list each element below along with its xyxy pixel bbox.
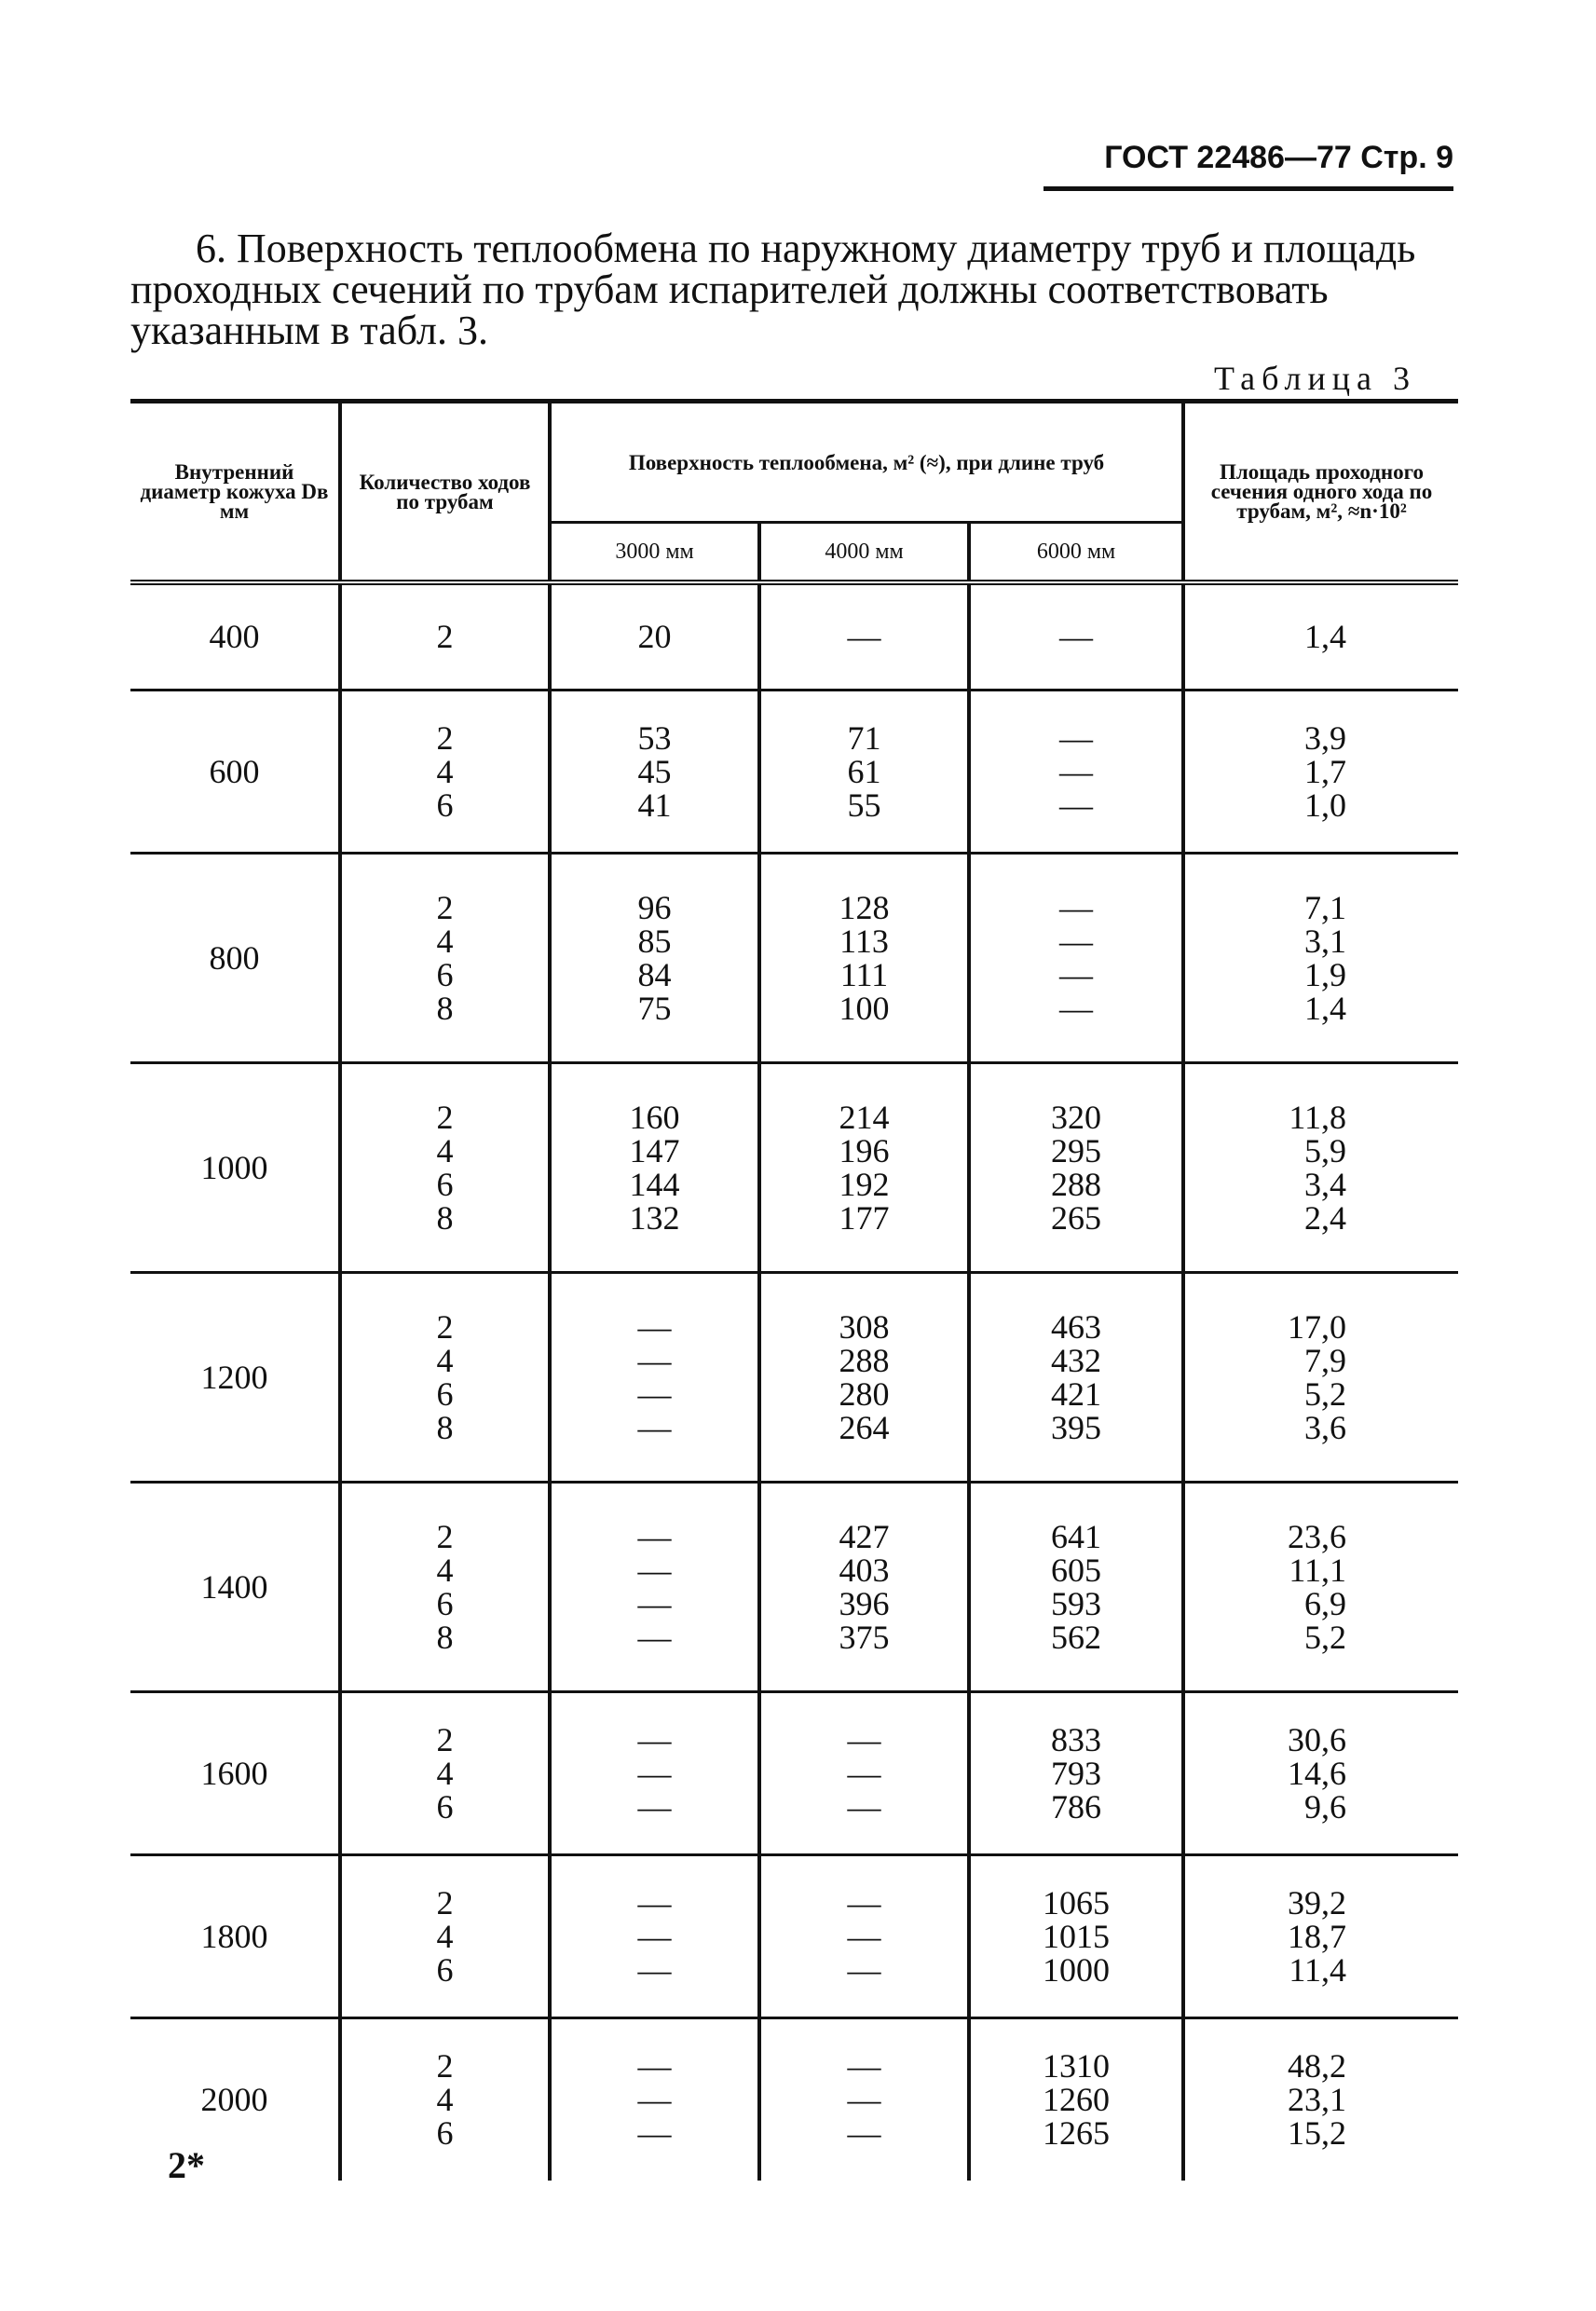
cell-flow-area-value: 2,4: [1304, 1198, 1346, 1237]
cell-diameter: 1600: [130, 1691, 340, 1854]
cell-diameter: 2000: [130, 2017, 340, 2181]
header-inner-diameter: Внутренний диаметр кожуха Dв мм: [130, 402, 340, 583]
cell-surface-4000: [759, 1272, 969, 1482]
cell-surface-6000-value: 265: [1051, 1198, 1101, 1237]
cell-flow-area-value: 48,2: [1288, 2047, 1346, 2085]
table-row: [130, 1854, 1458, 2017]
cell-passes-value: 4: [436, 1917, 454, 1955]
cell-flow-area-value: 1,9: [1304, 955, 1346, 993]
cell-passes: [340, 1854, 550, 2017]
cell-surface-6000-value: 641: [1051, 1517, 1101, 1555]
cell-surface-4000-value: —: [847, 618, 881, 656]
cell-passes-value: 6: [436, 955, 454, 993]
cell-surface-3000: [550, 1691, 759, 1854]
cell-flow-area: [1183, 582, 1458, 690]
cell-surface-3000-value: —: [637, 1341, 672, 1379]
cell-flow-area: [1183, 2017, 1458, 2181]
cell-passes-value: 2: [436, 2047, 454, 2085]
cell-surface-6000-value: —: [1059, 786, 1093, 824]
cell-surface-6000: [969, 1691, 1183, 1854]
cell-passes-value: 6: [436, 1584, 454, 1622]
table-body: [130, 582, 1458, 2181]
cell-surface-3000: [550, 2017, 759, 2181]
cell-surface-6000: [969, 582, 1183, 690]
header-6000: 6000 мм: [969, 523, 1183, 583]
cell-flow-area: [1183, 853, 1458, 1062]
cell-surface-6000-value: 421: [1051, 1374, 1101, 1413]
cell-flow-area-value: 23,1: [1288, 2081, 1346, 2119]
cell-passes: [340, 582, 550, 690]
cell-surface-6000: [969, 690, 1183, 853]
cell-surface-3000-value: —: [637, 1754, 672, 1792]
header-3000: 3000 мм: [550, 523, 759, 583]
cell-passes: [340, 1691, 550, 1854]
cell-flow-area-value: 6,9: [1304, 1584, 1346, 1622]
cell-surface-4000: [759, 1062, 969, 1272]
cell-surface-4000-value: 280: [839, 1374, 890, 1413]
cell-passes-value: 2: [436, 1517, 454, 1555]
cell-surface-3000-value: —: [637, 1883, 672, 1921]
cell-surface-3000-value: 45: [637, 752, 672, 790]
cell-surface-6000-value: 1310: [1043, 2047, 1110, 2085]
cell-flow-area-value: 3,6: [1304, 1408, 1346, 1446]
cell-flow-area-value: 39,2: [1288, 1883, 1346, 1921]
cell-flow-area-value: 15,2: [1288, 2114, 1346, 2153]
cell-surface-6000-value: 320: [1051, 1098, 1101, 1136]
cell-flow-area-value: 1,4: [1304, 618, 1346, 656]
cell-surface-4000-value: 308: [839, 1307, 890, 1346]
cell-surface-4000-value: 55: [847, 786, 881, 824]
cell-surface-3000-value: 160: [629, 1098, 680, 1136]
cell-surface-4000: [759, 853, 969, 1062]
cell-surface-4000-value: 396: [839, 1584, 890, 1622]
cell-surface-3000-value: —: [637, 1950, 672, 1989]
cell-surface-3000: [550, 1854, 759, 2017]
cell-passes-value: 8: [436, 1408, 454, 1446]
cell-surface-3000-value: 20: [637, 618, 672, 656]
cell-passes-value: 2: [436, 888, 454, 926]
cell-surface-3000: [550, 1272, 759, 1482]
cell-surface-4000-value: 214: [839, 1098, 890, 1136]
header-flow-area: Площадь проходного сечения одного хода по трубам, м², ≈n·10²: [1183, 402, 1458, 583]
cell-passes-value: 8: [436, 989, 454, 1027]
cell-surface-6000-value: 593: [1051, 1584, 1101, 1622]
cell-passes-value: 4: [436, 1551, 454, 1589]
cell-surface-3000-value: —: [637, 1408, 672, 1446]
cell-surface-6000-value: 605: [1051, 1551, 1101, 1589]
cell-flow-area-value: 9,6: [1304, 1787, 1346, 1826]
cell-surface-6000: [969, 1854, 1183, 2017]
cell-passes-value: 4: [436, 1754, 454, 1792]
cell-flow-area-value: 17,0: [1288, 1307, 1346, 1346]
cell-surface-3000-value: —: [637, 1917, 672, 1955]
header-passes: Количество ходов по трубам: [340, 402, 550, 583]
cell-passes-value: 2: [436, 1883, 454, 1921]
paragraph-text: 6. Поверхность теплообмена по наружному диаметру труб и площадь проходных сечений по трубам испарителей должны соответствовать указанным в табл. 3.: [130, 226, 1416, 353]
cell-passes-value: 2: [436, 718, 454, 757]
header-rule: [1044, 186, 1453, 191]
cell-flow-area-value: 23,6: [1288, 1517, 1346, 1555]
cell-flow-area: [1183, 1062, 1458, 1272]
cell-surface-6000-value: 1265: [1043, 2114, 1110, 2153]
cell-surface-3000-value: 147: [629, 1131, 680, 1169]
header-surface-group: Поверхность теплообмена, м² (≈), при длине труб: [550, 402, 1183, 523]
cell-surface-4000-value: 288: [839, 1341, 890, 1379]
cell-surface-4000-value: 113: [839, 922, 889, 960]
cell-surface-3000-value: —: [637, 2047, 672, 2085]
cell-diameter: 1000: [130, 1062, 340, 1272]
cell-surface-6000: [969, 2017, 1183, 2181]
table-row: [130, 690, 1458, 853]
cell-surface-3000-value: —: [637, 1551, 672, 1589]
cell-surface-3000-value: 53: [637, 718, 672, 757]
cell-surface-4000-value: 192: [839, 1165, 890, 1203]
cell-passes-value: 2: [436, 1098, 454, 1136]
cell-surface-4000-value: —: [847, 1950, 881, 1989]
cell-surface-6000-value: 793: [1051, 1754, 1101, 1792]
table-3: [130, 399, 1458, 2181]
cell-flow-area-value: 7,1: [1304, 888, 1346, 926]
cell-surface-6000-value: 1260: [1043, 2081, 1110, 2119]
cell-surface-3000-value: —: [637, 1307, 672, 1346]
cell-surface-4000: [759, 690, 969, 853]
cell-surface-3000-value: —: [637, 2114, 672, 2153]
cell-surface-6000-value: —: [1059, 618, 1093, 656]
cell-surface-4000-value: 375: [839, 1618, 890, 1656]
cell-surface-6000-value: 1000: [1043, 1950, 1110, 1989]
cell-surface-3000-value: —: [637, 1618, 672, 1656]
cell-surface-6000-value: 1065: [1043, 1883, 1110, 1921]
cell-passes-value: 8: [436, 1198, 454, 1237]
cell-surface-6000-value: —: [1059, 922, 1093, 960]
cell-surface-6000-value: —: [1059, 989, 1093, 1027]
cell-passes-value: 4: [436, 752, 454, 790]
cell-flow-area-value: 1,4: [1304, 989, 1346, 1027]
cell-surface-6000-value: 786: [1051, 1787, 1101, 1826]
header-4000: 4000 мм: [759, 523, 969, 583]
cell-passes-value: 6: [436, 1950, 454, 1989]
cell-surface-4000: [759, 1854, 969, 2017]
cell-surface-4000-value: —: [847, 2081, 881, 2119]
cell-flow-area-value: 5,9: [1304, 1131, 1346, 1169]
cell-surface-6000-value: 432: [1051, 1341, 1101, 1379]
cell-surface-4000-value: —: [847, 1754, 881, 1792]
cell-flow-area-value: 11,4: [1289, 1950, 1346, 1989]
cell-surface-6000-value: —: [1059, 718, 1093, 757]
cell-flow-area-value: 1,7: [1304, 752, 1346, 790]
cell-surface-3000-value: 96: [637, 888, 672, 926]
cell-surface-3000-value: —: [637, 1720, 672, 1758]
cell-surface-6000-value: 463: [1051, 1307, 1101, 1346]
cell-flow-area: [1183, 690, 1458, 853]
cell-passes-value: 6: [436, 786, 454, 824]
cell-surface-4000-value: 403: [839, 1551, 890, 1589]
cell-passes: [340, 1062, 550, 1272]
cell-surface-3000: [550, 853, 759, 1062]
table-row: [130, 1272, 1458, 1482]
cell-surface-6000: [969, 1062, 1183, 1272]
cell-passes-value: 4: [436, 1341, 454, 1379]
paragraph-6: [130, 228, 1453, 351]
cell-passes-value: 2: [436, 1720, 454, 1758]
cell-flow-area-value: 5,2: [1304, 1374, 1346, 1413]
cell-surface-4000-value: 427: [839, 1517, 890, 1555]
cell-surface-3000-value: 132: [629, 1198, 680, 1237]
cell-surface-4000-value: —: [847, 2114, 881, 2153]
cell-surface-4000-value: 111: [839, 955, 889, 993]
cell-surface-4000-value: 100: [839, 989, 890, 1027]
cell-flow-area-value: 14,6: [1288, 1754, 1346, 1792]
cell-diameter: 1200: [130, 1272, 340, 1482]
table-caption: Таблица 3: [1214, 360, 1416, 397]
cell-surface-3000-value: —: [637, 1787, 672, 1826]
cell-flow-area-value: 30,6: [1288, 1720, 1346, 1758]
cell-surface-6000-value: —: [1059, 888, 1093, 926]
cell-flow-area-value: 5,2: [1304, 1618, 1346, 1656]
cell-surface-6000: [969, 1272, 1183, 1482]
cell-surface-4000-value: 128: [839, 888, 890, 926]
cell-flow-area: [1183, 1272, 1458, 1482]
cell-surface-6000-value: 288: [1051, 1165, 1101, 1203]
cell-passes-value: 4: [436, 922, 454, 960]
cell-surface-3000-value: 75: [637, 989, 672, 1027]
cell-flow-area-value: 11,1: [1289, 1551, 1346, 1589]
cell-surface-4000: [759, 1691, 969, 1854]
cell-flow-area-value: 18,7: [1288, 1917, 1346, 1955]
cell-surface-6000-value: 395: [1051, 1408, 1101, 1446]
cell-diameter: 600: [130, 690, 340, 853]
cell-passes: [340, 1272, 550, 1482]
cell-surface-3000-value: 85: [637, 922, 672, 960]
cell-passes: [340, 853, 550, 1062]
cell-surface-4000: [759, 2017, 969, 2181]
cell-passes-value: 2: [436, 618, 454, 656]
cell-surface-3000: [550, 582, 759, 690]
cell-flow-area-value: 3,4: [1304, 1165, 1346, 1203]
cell-surface-6000: [969, 853, 1183, 1062]
cell-surface-3000-value: —: [637, 1584, 672, 1622]
cell-passes-value: 6: [436, 1165, 454, 1203]
cell-surface-4000-value: 196: [839, 1131, 890, 1169]
cell-passes: [340, 1482, 550, 1691]
cell-diameter: 1400: [130, 1482, 340, 1691]
cell-passes-value: 8: [436, 1618, 454, 1656]
cell-flow-area-value: 1,0: [1304, 786, 1346, 824]
cell-passes-value: 6: [436, 1787, 454, 1826]
cell-surface-3000-value: 144: [629, 1165, 680, 1203]
cell-surface-4000-value: —: [847, 1883, 881, 1921]
cell-surface-4000-value: —: [847, 1917, 881, 1955]
cell-passes-value: 4: [436, 1131, 454, 1169]
cell-flow-area: [1183, 1854, 1458, 2017]
cell-surface-3000-value: —: [637, 1374, 672, 1413]
cell-surface-4000: [759, 1482, 969, 1691]
cell-surface-4000-value: 177: [839, 1198, 890, 1237]
cell-passes-value: 6: [436, 1374, 454, 1413]
cell-surface-3000-value: 84: [637, 955, 672, 993]
cell-surface-3000-value: —: [637, 1517, 672, 1555]
table-row: [130, 1482, 1458, 1691]
cell-surface-3000-value: 41: [637, 786, 672, 824]
cell-surface-6000-value: —: [1059, 955, 1093, 993]
cell-passes: [340, 690, 550, 853]
cell-flow-area-value: 7,9: [1304, 1341, 1346, 1379]
cell-passes-value: 6: [436, 2114, 454, 2153]
cell-surface-6000-value: 562: [1051, 1618, 1101, 1656]
cell-surface-4000-value: —: [847, 2047, 881, 2085]
cell-surface-4000: [759, 582, 969, 690]
table-row: [130, 2017, 1458, 2181]
table-row: [130, 1691, 1458, 1854]
cell-surface-6000: [969, 1482, 1183, 1691]
page-header: ГОСТ 22486—77 Стр. 9: [1104, 140, 1453, 175]
cell-passes-value: 2: [436, 1307, 454, 1346]
cell-surface-6000-value: 1015: [1043, 1917, 1110, 1955]
cell-diameter: 800: [130, 853, 340, 1062]
cell-surface-3000-value: —: [637, 2081, 672, 2119]
cell-surface-3000: [550, 1482, 759, 1691]
cell-surface-3000: [550, 1062, 759, 1272]
cell-surface-4000-value: —: [847, 1787, 881, 1826]
cell-flow-area-value: 3,1: [1304, 922, 1346, 960]
table-row: [130, 1062, 1458, 1272]
cell-surface-6000-value: —: [1059, 752, 1093, 790]
cell-flow-area-value: 3,9: [1304, 718, 1346, 757]
cell-flow-area: [1183, 1482, 1458, 1691]
cell-diameter: 400: [130, 582, 340, 690]
cell-surface-4000-value: —: [847, 1720, 881, 1758]
table-row: [130, 853, 1458, 1062]
cell-passes-value: 4: [436, 2081, 454, 2119]
cell-surface-4000-value: 71: [847, 718, 881, 757]
cell-flow-area-value: 11,8: [1289, 1098, 1346, 1136]
footer-mark: 2*: [168, 2144, 205, 2186]
cell-surface-4000-value: 264: [839, 1408, 890, 1446]
cell-surface-6000-value: 833: [1051, 1720, 1101, 1758]
cell-surface-3000: [550, 690, 759, 853]
cell-passes: [340, 2017, 550, 2181]
table-row: [130, 582, 1458, 690]
cell-surface-6000-value: 295: [1051, 1131, 1101, 1169]
cell-surface-4000-value: 61: [847, 752, 881, 790]
cell-diameter: 1800: [130, 1854, 340, 2017]
cell-flow-area: [1183, 1691, 1458, 1854]
